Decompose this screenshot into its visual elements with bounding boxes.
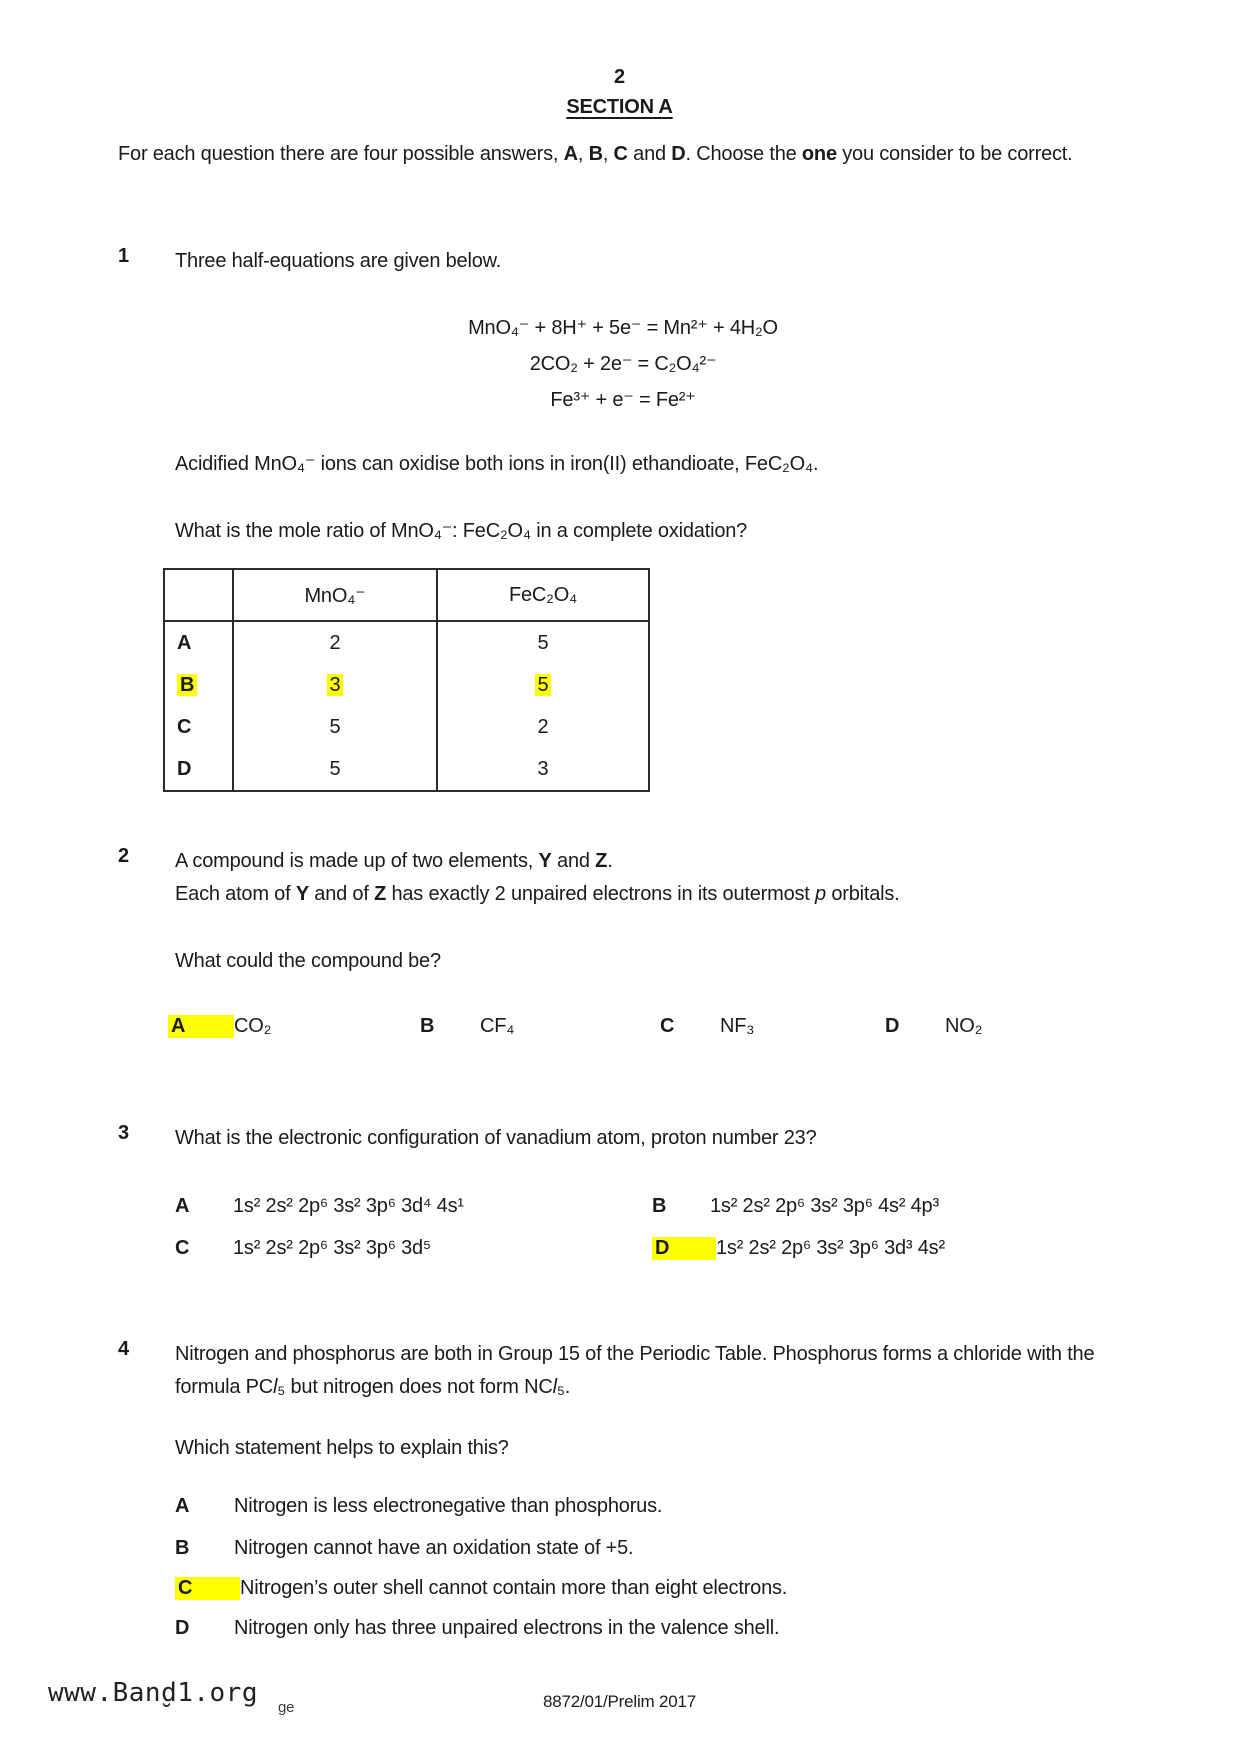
footer-logo-accent: ˘	[163, 1700, 171, 1727]
row-b-label: B	[177, 674, 197, 696]
option-b-text: Nitrogen cannot have an oxidation state of +5.	[234, 1537, 634, 1559]
row-c-value-1: 5	[329, 715, 341, 738]
option-d-letter: D	[652, 1237, 716, 1260]
question-1-stem: Three half-equations are given below.	[175, 250, 502, 272]
row-d-value-1: 5	[329, 757, 341, 780]
question-1	[118, 245, 1138, 278]
table-row-c	[164, 706, 649, 748]
question-3-option-c	[175, 1237, 431, 1260]
option-a-letter: A	[175, 1495, 190, 1517]
table-row-d	[164, 748, 649, 791]
section-title: SECTION A	[566, 96, 673, 118]
row-a-value-2: 5	[537, 631, 549, 654]
mole-ratio-table	[163, 568, 650, 792]
question-4-number: 4	[118, 1338, 129, 1360]
question-2-option-b	[420, 1015, 514, 1038]
option-a-formula: CO₂	[234, 1015, 272, 1037]
question-2-stem-line2: Each atom of Y and of Z has exactly 2 unpaired electrons in its outermost p orbitals.	[175, 883, 900, 905]
question-4	[118, 1338, 1138, 1404]
option-b-formula: CF₄	[480, 1015, 515, 1037]
footer-watermark-fragment: ge	[278, 1699, 295, 1716]
table-header-row	[164, 569, 649, 621]
option-b-letter: B	[420, 1015, 435, 1037]
question-2-option-c	[660, 1015, 754, 1038]
option-a-letter: A	[175, 1195, 190, 1217]
question-2-number: 2	[118, 845, 129, 867]
option-d-text: Nitrogen only has three unpaired electrons in the valence shell.	[234, 1617, 780, 1639]
half-equation-3: Fe³⁺ + e⁻ = Fe²⁺	[550, 389, 696, 411]
section-instructions: For each question there are four possible answers, A, B, C and D. Choose the one you consider to be correct.	[118, 143, 1073, 165]
option-d-config: 1s² 2s² 2p⁶ 3s² 3p⁶ 3d³ 4s²	[716, 1237, 945, 1259]
question-4-option-a	[175, 1495, 1135, 1518]
option-a-letter: A	[168, 1015, 234, 1038]
option-d-letter: D	[885, 1015, 900, 1037]
option-c-letter: C	[175, 1237, 190, 1259]
option-a-config: 1s² 2s² 2p⁶ 3s² 3p⁶ 3d⁴ 4s¹	[233, 1195, 464, 1217]
question-4-option-b	[175, 1537, 1135, 1560]
row-a-label: A	[177, 631, 192, 654]
question-3-stem: What is the electronic configuration of vanadium atom, proton number 23?	[175, 1127, 817, 1149]
question-3-number: 3	[118, 1122, 129, 1144]
page-number: 2	[614, 66, 625, 88]
question-3	[118, 1122, 1138, 1155]
half-equation-2: 2CO₂ + 2e⁻ = C₂O₄²⁻	[529, 353, 717, 375]
row-b-value-2: 5	[535, 674, 552, 696]
option-b-letter: B	[175, 1537, 190, 1559]
question-3-option-d	[652, 1237, 945, 1260]
footer-logo: www.Band1.org	[48, 1678, 258, 1708]
footer-paper-code: 8872/01/Prelim 2017	[542, 1692, 697, 1711]
option-c-text: Nitrogen’s outer shell cannot contain more than eight electrons.	[240, 1577, 788, 1599]
question-1-paragraph: Acidified MnO₄⁻ ions can oxidise both ions in iron(II) ethandioate, FeC₂O₄.	[175, 453, 819, 475]
option-c-formula: NF₃	[720, 1015, 755, 1037]
question-3-option-b	[652, 1195, 939, 1218]
question-1-prompt: What is the mole ratio of MnO₄⁻: FeC₂O₄ in a complete oxidation?	[175, 520, 748, 542]
question-2-option-d	[885, 1015, 982, 1038]
option-d-letter: D	[175, 1617, 190, 1639]
option-c-letter: C	[175, 1577, 240, 1600]
question-3-option-a	[175, 1195, 464, 1218]
row-c-value-2: 2	[537, 715, 549, 738]
row-d-value-2: 3	[537, 757, 549, 780]
option-d-formula: NO₂	[945, 1015, 983, 1037]
option-b-letter: B	[652, 1195, 667, 1217]
half-equation-1: MnO₄⁻ + 8H⁺ + 5e⁻ = Mn²⁺ + 4H₂O	[468, 317, 778, 339]
row-a-value-1: 2	[329, 631, 341, 654]
half-equations-block	[118, 310, 1128, 418]
table-row-a	[164, 621, 649, 664]
question-2-option-a	[168, 1015, 271, 1038]
table-header-fec2o4: FeC₂O₄	[437, 569, 649, 621]
table-row-b	[164, 664, 649, 706]
question-2-stem-line1: A compound is made up of two elements, Y and Z.	[175, 850, 613, 872]
table-header-mno4: MnO₄⁻	[233, 569, 437, 621]
option-c-config: 1s² 2s² 2p⁶ 3s² 3p⁶ 3d⁵	[233, 1237, 432, 1259]
question-4-stem: Nitrogen and phosphorus are both in Group 15 of the Periodic Table. Phosphorus forms a chloride with the formula PCl₅ but nitrogen does not form NCl₅.	[175, 1343, 1095, 1398]
row-d-label: D	[177, 757, 192, 780]
question-2-prompt: What could the compound be?	[175, 950, 441, 972]
row-b-value-1: 3	[327, 674, 344, 696]
question-4-option-d	[175, 1617, 1135, 1640]
question-2	[118, 845, 1138, 911]
table-header-blank	[164, 569, 233, 621]
option-a-text: Nitrogen is less electronegative than phosphorus.	[234, 1495, 663, 1517]
row-c-label: C	[177, 715, 192, 738]
option-c-letter: C	[660, 1015, 675, 1037]
option-b-config: 1s² 2s² 2p⁶ 3s² 3p⁶ 4s² 4p³	[710, 1195, 939, 1217]
question-4-option-c	[175, 1577, 1135, 1600]
question-1-number: 1	[118, 245, 129, 267]
question-4-prompt: Which statement helps to explain this?	[175, 1437, 509, 1459]
